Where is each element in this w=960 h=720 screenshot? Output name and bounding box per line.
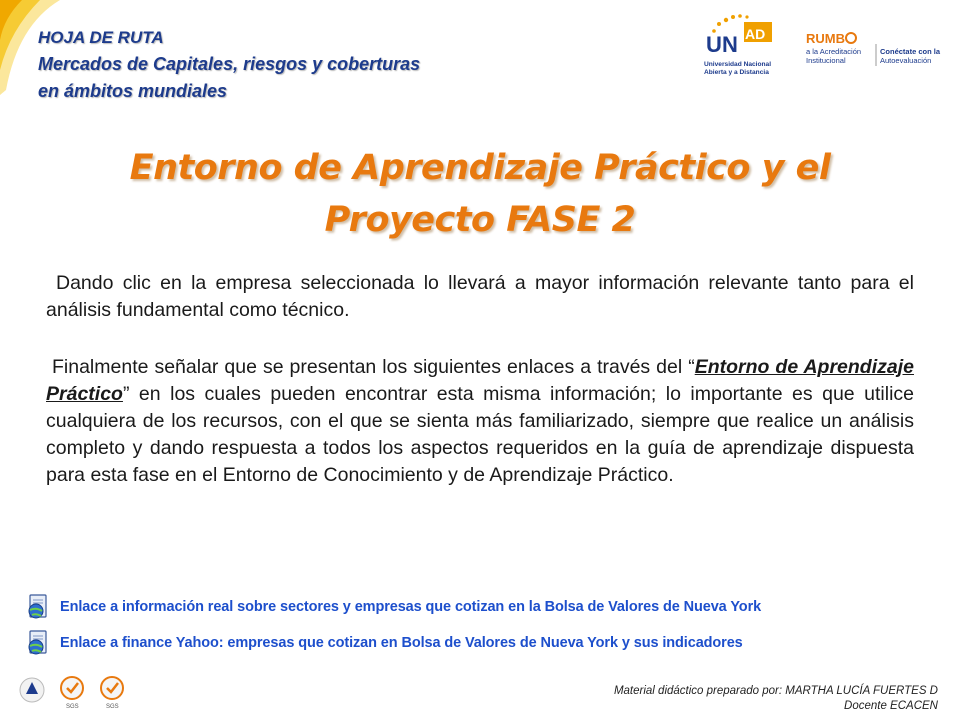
sgs-label-2: SGS [106, 704, 119, 710]
unad-subtitle-1: Universidad Nacional [704, 61, 772, 68]
route-header [38, 26, 420, 104]
rumbo-line2: Institucional [806, 56, 846, 65]
unad-subtitle-2: Abierta y a Distancia [704, 69, 769, 76]
author-credit [614, 684, 938, 714]
route-title: HOJA DE RUTA [38, 28, 164, 47]
slide-title [60, 142, 900, 246]
paragraph-1 [46, 270, 914, 324]
author-credit-line1: Material didáctico preparado por: MARTHA LUCÍA FUERTES D [613, 685, 938, 697]
paragraph-2-before: Finalmente señalar que se presentan los siguientes enlaces a través del “ [52, 356, 695, 378]
paragraph-1-text: Dando clic en la empresa seleccionada lo llevará a mayor información relevante tanto para el análisis fundamental como técnico. [46, 272, 914, 321]
slide-title-line2: Proyecto FASE 2 [324, 200, 636, 240]
rumbo-line1: a la Acreditación [806, 47, 862, 56]
colombia-emblem-icon [20, 678, 44, 702]
unad-sun-icon [712, 14, 748, 33]
compass-icon [846, 33, 856, 43]
link-yahoo-finance-label[interactable]: Enlace a finance Yahoo: empresas que cotizan en Bolsa de Valores de Nueva York y sus indicadores [60, 635, 743, 651]
unad-mark-u: U [706, 32, 722, 57]
link-nyse-sectors-label[interactable]: Enlace a información real sobre sectores y empresas que cotizan en la Bolsa de Valores de Nueva York [60, 599, 762, 615]
course-title-line1: Mercados de Capitales, riesgos y coberturas [38, 54, 421, 74]
paragraph-2-after: ” en los cuales pueden encontrar esta misma información; lo importante es que utilice cualquiera de los recursos, con el que se sienta más familiarizado, siempre que realice un análisis completo y dando respuesta a todos los aspectos requeridos en la guía de aprendizaje dispuesta para esta fase en el Entorno de Conocimiento y de Aprendizaje Práctico. [46, 383, 914, 486]
sgs-badge-icon [101, 677, 123, 710]
unad-logo [700, 8, 792, 88]
rumbo-logo [806, 30, 956, 70]
slide-title-line1: Entorno de Aprendizaje Práctico y el [129, 148, 831, 188]
author-credit-line2: Docente ECACEN [844, 700, 938, 712]
certification-logos [18, 670, 134, 710]
rumbo-right2: Autoevaluación [880, 56, 932, 65]
unad-mark-ad: AD [745, 26, 766, 42]
link-yahoo-finance[interactable] [24, 628, 934, 658]
eap-link[interactable]: Entorno de Aprendizaje Práctico [46, 356, 914, 405]
sgs-label-1: SGS [66, 704, 79, 710]
document-globe-icon [24, 628, 54, 658]
unad-mark-n: N [722, 32, 738, 57]
document-globe-icon [24, 592, 54, 622]
rumbo-right1: Conéctate con la [880, 47, 941, 56]
course-title-line2: en ámbitos mundiales [38, 81, 228, 101]
paragraph-2 [46, 354, 914, 489]
link-nyse-sectors[interactable] [24, 592, 934, 622]
rumbo-word: RUMB [806, 31, 845, 46]
sgs-badge-icon [61, 677, 83, 710]
